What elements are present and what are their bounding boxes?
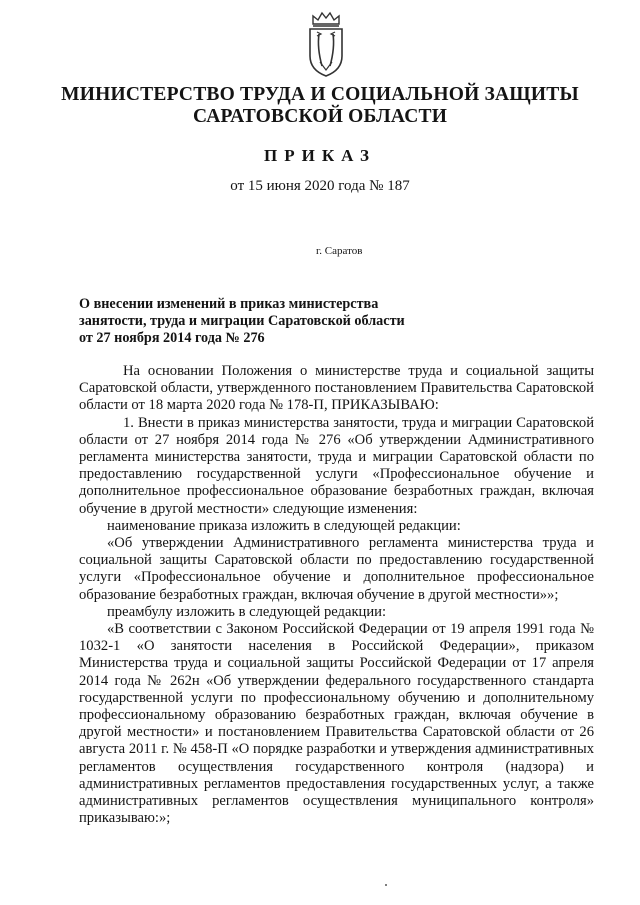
coat-of-arms-icon xyxy=(305,10,347,78)
ministry-name-line2: САРАТОВСКОЙ ОБЛАСТИ xyxy=(192,106,448,127)
document-type: ПРИКАЗ xyxy=(264,146,376,165)
paragraph-new-name: «Об утверждении Административного регламента министерства труда и социальной защиты Саратовской области по предоставлению государственной услуги «Профессиональное обучение и дополнительное профессиональное образование безработных граждан, включая обучение в другой местности»»; xyxy=(79,535,594,603)
document-date-number: от 15 июня 2020 года № 187 xyxy=(230,178,410,194)
document-body xyxy=(79,363,594,827)
ministry-name-line1: МИНИСТЕРСТВО ТРУДА И СОЦИАЛЬНОЙ ЗАЩИТЫ xyxy=(61,84,579,105)
paragraph-basis: На основании Положения о министерстве труда и социальной защиты Саратовской области, утвержденного постановлением Правительства Саратовской области от 18 марта 2020 года № 178-П, ПРИКАЗЫВАЮ: xyxy=(79,363,594,414)
paragraph-item-1: 1. Внести в приказ министерства занятости, труда и миграции Саратовской области от 27 ноября 2014 года № 276 «Об утверждении Административного регламента министерства занятости, труда и миграции Саратовской области по предоставлению государственной услуги «Профессиональное обучение и дополнительное профессиональное образование безработных граждан, включая обучение в другой местности» следующие изменения: xyxy=(79,414,594,517)
paragraph-preamble-change: преамбулу изложить в следующей редакции: xyxy=(107,603,387,620)
subject-line: О внесении изменений в приказ министерства xyxy=(79,296,379,312)
scan-speck xyxy=(385,884,387,886)
document-subject xyxy=(79,296,405,347)
paragraph-new-preamble: «В соответствии с Законом Российской Федерации от 19 апреля 1991 года № 1032-1 «О занятости населения в Российской Федерации», приказом Министерства труда и социальной защиты Российской Федерации от 17 апреля 2014 года № 262н «Об утверждении федерального государственного стандарта государственной услуги по профессиональному обучению и дополнительному профессиональному образованию безработных граждан, включая обучение в другой местности» и постановлением Правительства Саратовской области от 26 августа 2011 г. № 458-П «О порядке разработки и утверждения административных регламентов осуществления государственного контроля (надзора) и административных регламентов предоставления государственных услуг, а также административных регламентов осуществления муниципального контроля» приказываю:»; xyxy=(79,621,594,827)
subject-line: от 27 ноября 2014 года № 276 xyxy=(79,330,265,346)
document-city: г. Саратов xyxy=(316,245,363,257)
subject-line: занятости, труда и миграции Саратовской области xyxy=(79,313,405,329)
paragraph-name-change: наименование приказа изложить в следующей редакции: xyxy=(107,517,461,534)
